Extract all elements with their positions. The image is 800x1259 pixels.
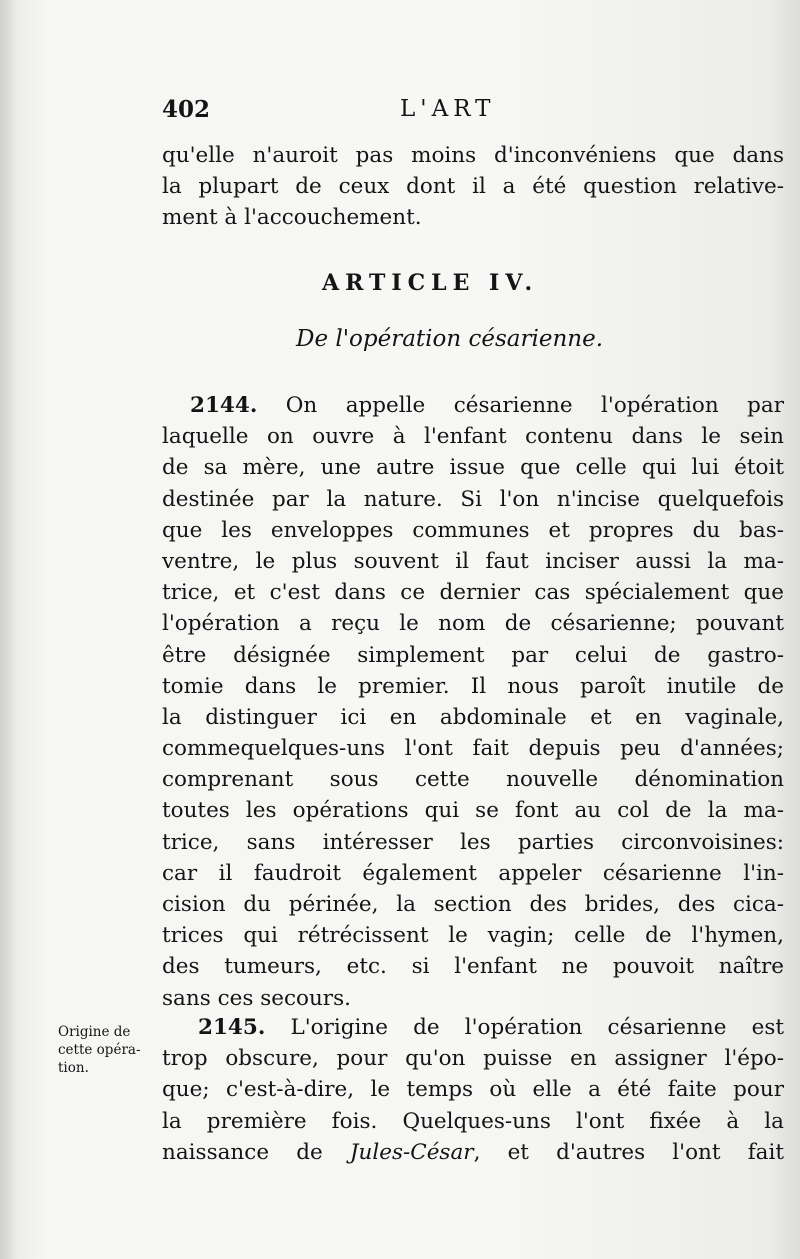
text-line: cision du périnée, la section des brides, des cica- [162, 892, 784, 917]
text-line: qu'elle n'auroit pas moins d'inconvéniens que dans [162, 143, 784, 168]
text-line [162, 1012, 784, 1043]
text-line: trices qui rétrécissent le vagin; celle de l'hymen, [162, 923, 784, 949]
article-title: ARTICLE IV. [322, 270, 539, 296]
text-line: naissance de Jules-César, et d'autres l'ont fait [162, 1139, 784, 1165]
text-line: la plupart de ceux dont il a été question relative- [162, 174, 784, 200]
text-line: tomie dans le premier. Il nous paroît inutile de [162, 673, 784, 699]
text-line: l'opération a reçu le nom de césarienne; pouvant [162, 611, 784, 637]
text-line-content: On appelle césarienne l'opération par [285, 393, 784, 418]
text-line: des tumeurs, etc. si l'enfant ne pouvoit naître [162, 954, 784, 980]
text-line: que; c'est-à-dire, le temps où elle a été faite pour [162, 1077, 784, 1103]
italic-name: Jules-César [349, 1139, 474, 1165]
margin-note-line: cette opéra- [58, 1042, 141, 1058]
text-line: laquelle on ouvre à l'enfant contenu dans le sein [162, 424, 784, 450]
intro-paragraph [162, 140, 784, 234]
text-line: car il faudroit également appeler césarienne l'in- [162, 860, 784, 886]
text-line: trice, et c'est dans ce dernier cas spécialement que [162, 580, 784, 606]
margin-note-line: Origine de [58, 1024, 131, 1040]
text-line: ventre, le plus souvent il faut inciser aussi la ma- [162, 548, 784, 574]
text-line: destinée par la nature. Si l'on n'incise quelquefois [162, 486, 784, 512]
margin-note [58, 1023, 162, 1077]
text-line: trop obscure, pour qu'on puisse en assigner l'épo- [162, 1046, 784, 1072]
paragraph-2144 [162, 390, 784, 1014]
text-line: toutes les opérations qui se font au col de la ma- [162, 798, 784, 824]
margin-note-line: tion. [58, 1060, 89, 1076]
running-head: L'ART [400, 96, 496, 122]
text-line: la première fois. Quelques-uns l'ont fixée à la [162, 1108, 784, 1134]
text-line: de sa mère, une autre issue que celle qui lui étoit [162, 455, 784, 481]
text-line [162, 390, 784, 421]
text-line: trice, sans intéresser les parties circonvoisines: [162, 829, 784, 855]
paragraph-number: 2144. [190, 393, 258, 418]
paragraph-2145 [162, 1012, 784, 1168]
paragraph-number: 2145. [198, 1015, 266, 1040]
section-title: De l'opération césarienne. [296, 326, 604, 352]
text-line: sans ces secours. [162, 985, 351, 1011]
spine-shadow [0, 0, 18, 1259]
text-line: comprenant sous cette nouvelle dénomination [162, 767, 784, 793]
text-line: commequelques-uns l'ont fait depuis peu d'années; [162, 736, 784, 762]
text-line: la distinguer ici en abdominale et en vaginale, [162, 704, 784, 730]
page-number: 402 [162, 96, 211, 123]
text-line: être désignée simplement par celui de gastro- [162, 642, 784, 668]
text-line-content: L'origine de l'opération césarienne est [290, 1015, 784, 1040]
text-line: que les enveloppes communes et propres du bas- [162, 517, 784, 543]
page-header [162, 96, 782, 128]
text-line: ment à l'accouchement. [162, 205, 422, 231]
